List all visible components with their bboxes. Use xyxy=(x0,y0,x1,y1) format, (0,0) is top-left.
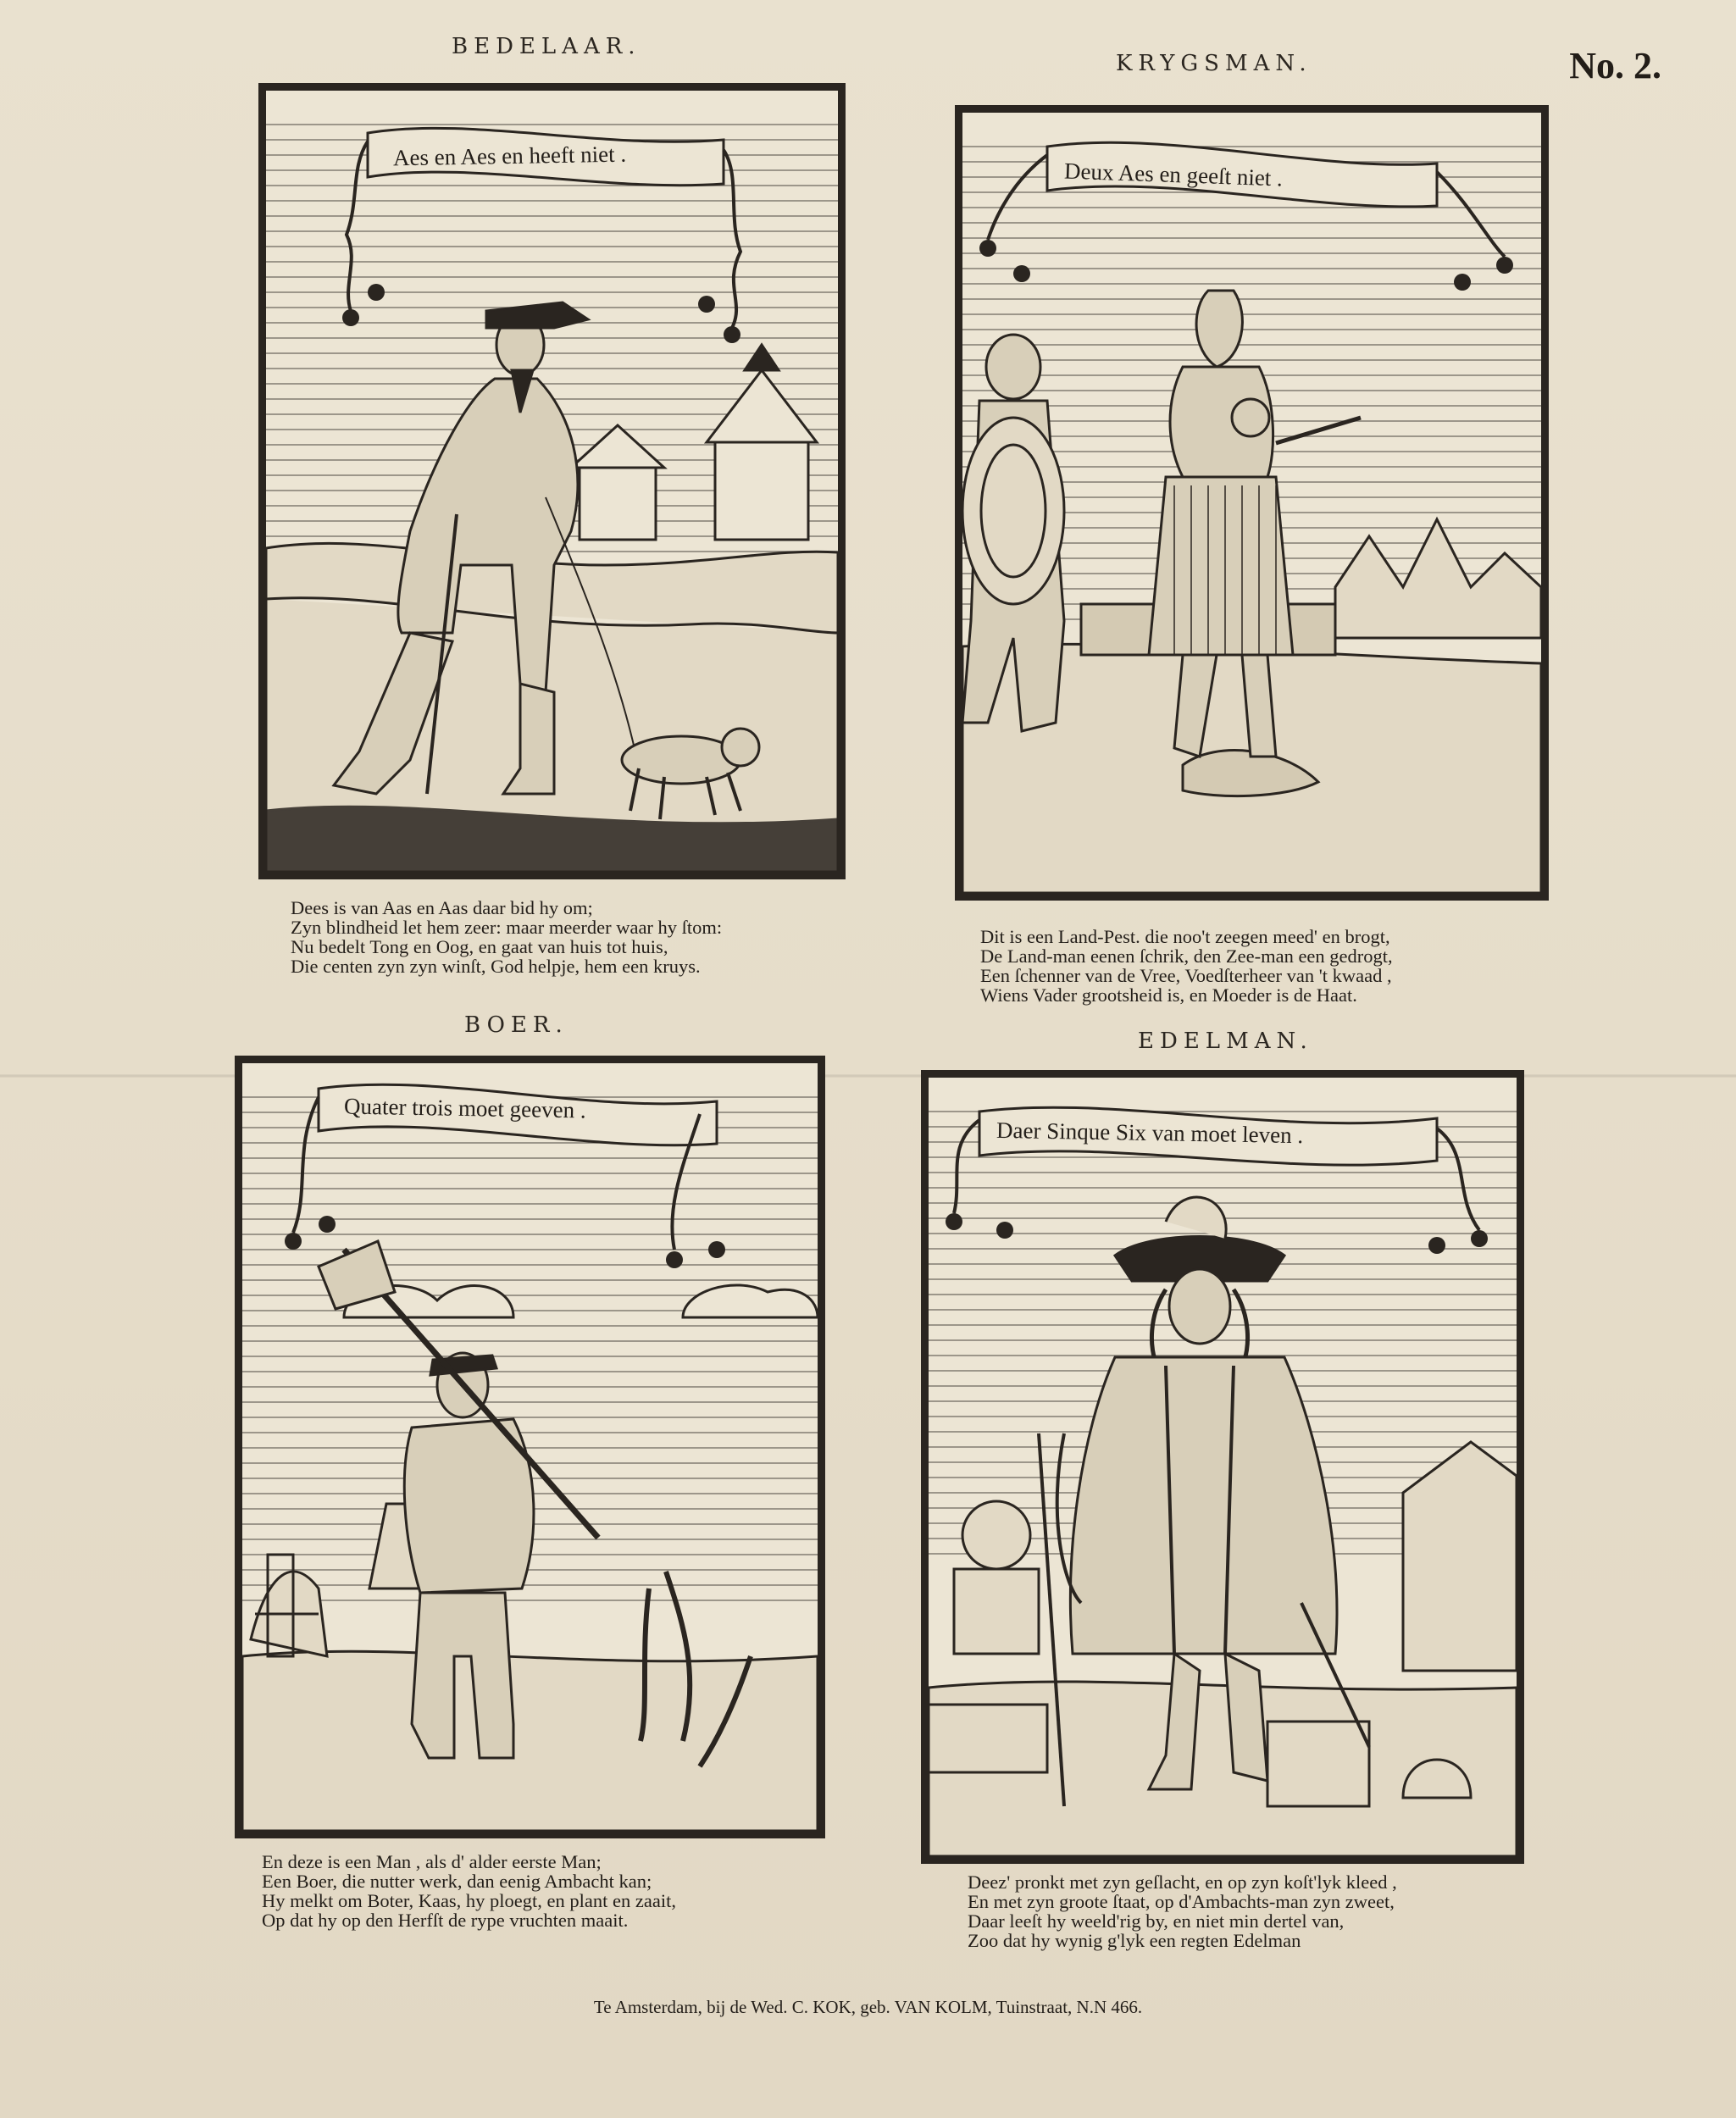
verse-line: Een ſchenner van de Vree, Voedſterheer van 't kwaad , xyxy=(980,965,1392,986)
verse-line: Deez' pronkt met zyn geſlacht, en op zyn koſt'lyk kleed , xyxy=(968,1871,1397,1893)
soldier-banner-text: Deux Aes en geeſt niet . xyxy=(1063,158,1284,191)
verse-line: De Land-man eenen ſchrik, den Zee-man een gedrogt, xyxy=(980,945,1393,967)
verse-line: Die centen zyn zyn winſt, God helpje, hem een kruys. xyxy=(291,956,701,977)
sheet-number: No. 2. xyxy=(1569,45,1661,86)
verse-nobleman xyxy=(968,1872,1397,1950)
verse-line: Dees is van Aas en Aas daar bid hy om; xyxy=(291,897,593,918)
verse-soldier xyxy=(980,927,1393,1005)
woodcut-farmer xyxy=(235,1056,825,1838)
verse-line: Daar leeſt hy weeld'rig by, en niet min dertel van, xyxy=(968,1910,1345,1932)
farmer-illustration xyxy=(242,1063,818,1831)
heading-edelman: EDELMAN. xyxy=(1138,1029,1313,1054)
farmer-banner-text: Quater trois moet geeven . xyxy=(343,1093,586,1123)
farmer-clouds xyxy=(344,1285,818,1317)
verse-farmer xyxy=(262,1852,676,1930)
heading-boer: BOER. xyxy=(464,1012,568,1038)
verse-line: Zyn blindheid let hem zeer: maar meerder waar hy ſtom: xyxy=(291,917,723,938)
nobleman-illustration xyxy=(929,1078,1517,1856)
publisher-imprint: Te Amsterdam, bij de Wed. C. KOK, geb. VAN KOLM, Tuinstraat, N.N 466. xyxy=(593,1997,1143,2017)
heading-krygsman: KRYGSMAN. xyxy=(1116,51,1312,76)
verse-line: Op dat hy op den Herfſt de rype vruchten maait. xyxy=(262,1910,629,1931)
nobleman-banner-text: Daer Sinque Six van moet leven . xyxy=(996,1117,1304,1149)
verse-beggar xyxy=(291,898,722,976)
verse-line: En deze is een Man , als d' alder eerste Man; xyxy=(262,1851,602,1872)
verse-line: Een Boer, die nutter werk, dan eenig Ambacht kan; xyxy=(262,1871,652,1892)
verse-line: Zoo dat hy wynig g'lyk een regten Edelman xyxy=(968,1930,1301,1951)
woodcut-nobleman xyxy=(921,1070,1524,1864)
verse-line: En met zyn groote ſtaat, op d'Ambachts-man zyn zweet, xyxy=(968,1891,1395,1912)
verse-line: Wiens Vader grootsheid is, en Moeder is de Haat. xyxy=(980,984,1357,1006)
beggar-illustration xyxy=(266,91,838,872)
beggar-banner-text: Aes en Aes en heeft niet . xyxy=(392,141,627,171)
woodcut-soldier xyxy=(955,105,1549,901)
verse-line: Nu bedelt Tong en Oog, en gaat van huis tot huis, xyxy=(291,936,668,957)
woodcut-beggar xyxy=(258,83,846,879)
soldier-illustration xyxy=(962,113,1541,893)
heading-bedelaar: BEDELAAR. xyxy=(452,34,641,59)
verse-line: Hy melkt om Boter, Kaas, hy ploegt, en plant en zaait, xyxy=(262,1890,676,1911)
verse-line: Dit is een Land-Pest. die noo't zeegen meed' en brogt, xyxy=(980,926,1390,947)
